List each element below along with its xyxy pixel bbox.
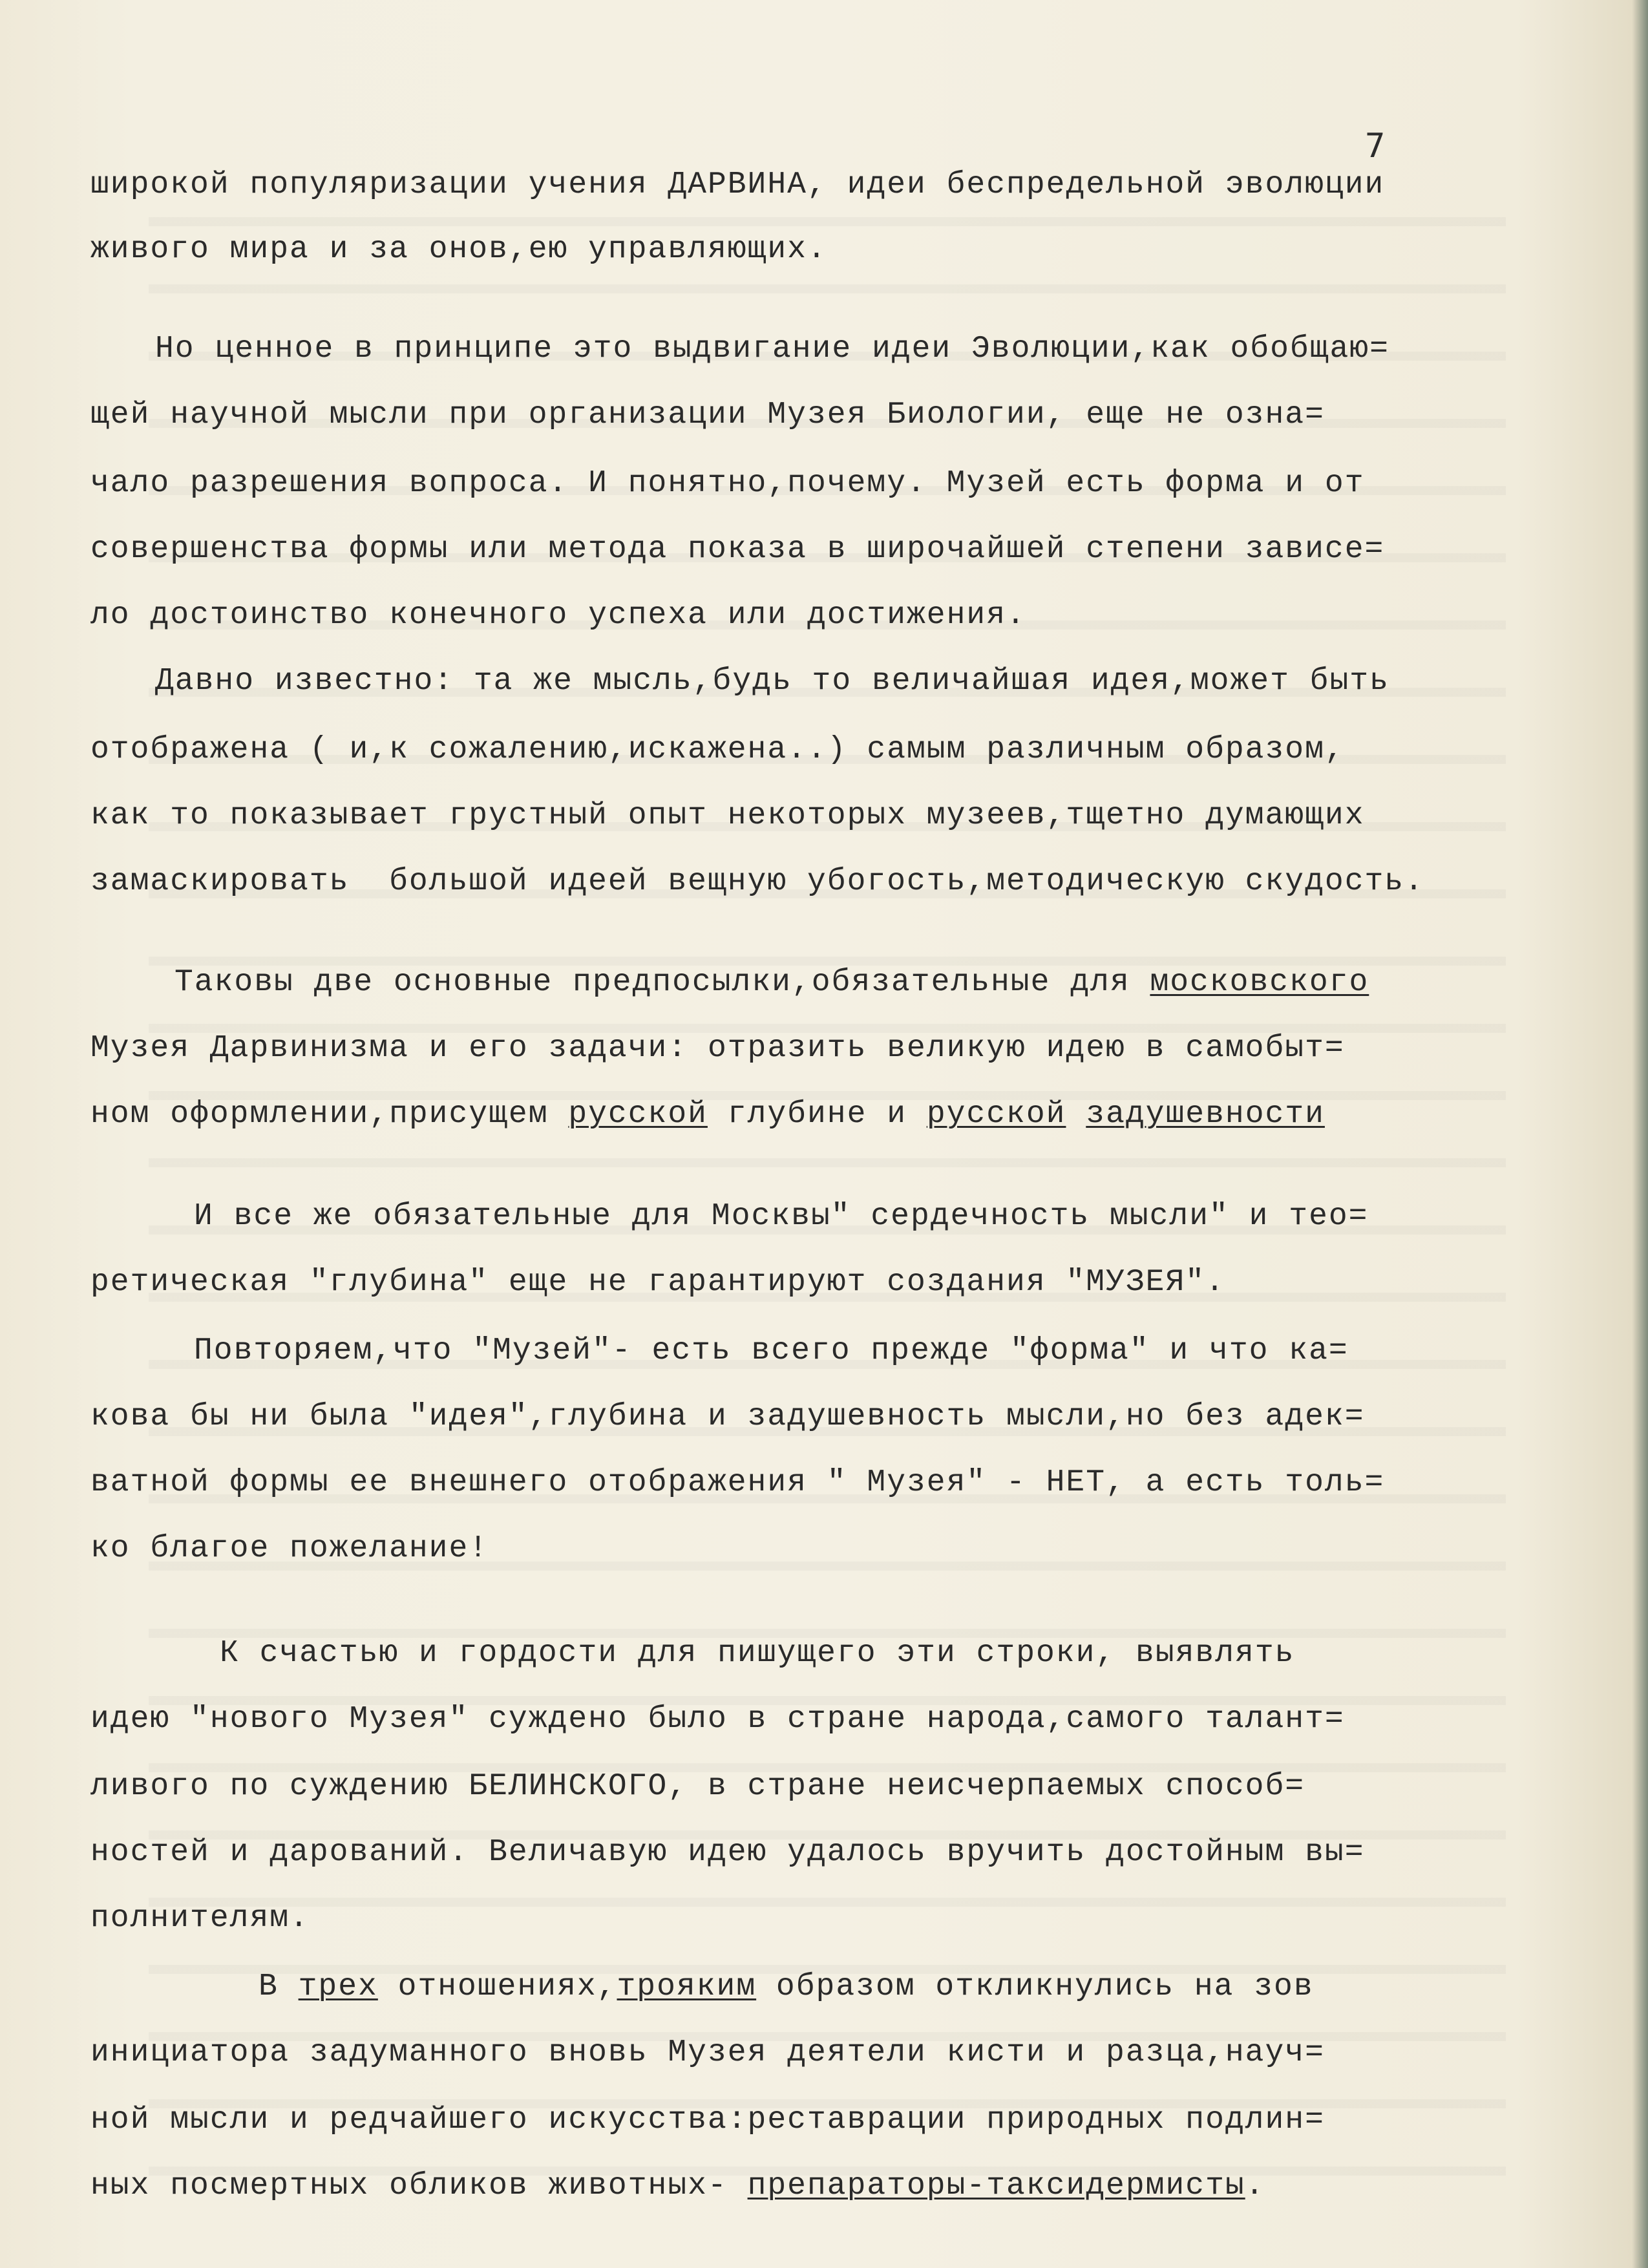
text-segment: В (259, 1969, 299, 2004)
text-segment: . (1245, 2168, 1265, 2203)
text-segment: ко благое пожелание! (90, 1531, 489, 1566)
text-line (259, 1971, 1314, 2002)
text-segment: Давно известно: та же мысль,будь то величайшая идея,может быть (155, 664, 1389, 699)
text-line (90, 399, 1325, 430)
underlined-word: трех (298, 1969, 378, 2004)
text-segment: ностей и дарований. Величавую идею удалось вручить достойным вы= (90, 1835, 1365, 1870)
text-line (194, 1201, 1368, 1232)
text-line (90, 866, 1424, 897)
text-line (90, 800, 1365, 831)
text-segment: Но ценное в принципе это выдвигание идеи Эволюции,как обобщаю= (155, 332, 1389, 366)
text-line (90, 234, 827, 265)
text-segment: как то показывает грустный опыт некоторых музеев,тщетно думающих (90, 798, 1365, 833)
text-segment: замаскировать большой идеей вещную убогость,методическую скудость. (90, 864, 1424, 899)
text-segment: отображена ( и,к сожалению,искажена..) самым различным образом, (90, 732, 1345, 767)
text-line (90, 600, 1026, 631)
text-segment: Музея Дарвинизма и его задачи: отразить великую идею в самобыт= (90, 1031, 1345, 1066)
text-segment: кова бы ни была "идея",глубина и задушевность мысли,но без адек= (90, 1399, 1365, 1434)
text-line (174, 967, 1369, 998)
text-line (90, 1533, 489, 1564)
text-segment: ном оформлении,присущем (90, 1097, 569, 1132)
text-line (155, 666, 1389, 697)
text-segment: ватной формы ее внешнего отображения " Музея" - НЕТ, а есть толь= (90, 1465, 1385, 1500)
underlined-word: трояким (617, 1969, 757, 2004)
underlined-word: московского (1150, 965, 1369, 1000)
text-segment: инициатора задуманного вновь Музея деятели кисти и разца,науч= (90, 2035, 1325, 2070)
text-segment: ной мысли и редчайшего искусства:реставрации природных подлин= (90, 2103, 1325, 2137)
text-line (90, 1267, 1225, 1298)
text-segment: живого мира и за онов,ею управляющих. (90, 232, 827, 267)
text-segment: образом откликнулись на зов (756, 1969, 1314, 2004)
underlined-word: русской (568, 1097, 708, 1132)
text-line (90, 1903, 310, 1934)
text-line (90, 2170, 1265, 2201)
text-segment: ло достоинство конечного успеха или достижения. (90, 598, 1026, 633)
text-line (90, 534, 1384, 565)
underlined-word: русской (926, 1097, 1066, 1132)
text-line (90, 468, 1365, 499)
text-segment: широкой популяризации учения ДАРВИНА, идеи беспредельной эволюции (90, 167, 1385, 202)
text-line (90, 1099, 1325, 1130)
text-segment (1066, 1097, 1086, 1132)
text-line (90, 1033, 1345, 1064)
page-number: 7 (1365, 127, 1386, 165)
text-line (90, 2037, 1325, 2068)
text-line (90, 734, 1345, 765)
text-segment: ретическая "глубина" еще не гарантируют создания "МУЗЕЯ". (90, 1265, 1225, 1300)
text-line (90, 1467, 1384, 1498)
text-segment: идею "нового Музея" суждено было в стране народа,самого талант= (90, 1702, 1345, 1737)
text-segment: чало разрешения вопроса. И понятно,почему. Музей есть форма и от (90, 466, 1365, 501)
text-line (90, 1704, 1345, 1735)
text-line (220, 1638, 1294, 1669)
text-line (90, 169, 1384, 200)
text-segment: К счастью и гордости для пишущего эти строки, выявлять (220, 1636, 1295, 1671)
text-segment: щей научной мысли при организации Музея Биологии, еще не озна= (90, 397, 1325, 432)
text-segment: глубине и (707, 1097, 927, 1132)
underlined-word: задушевности (1086, 1097, 1325, 1132)
text-line (90, 1771, 1305, 1802)
text-segment: совершенства формы или метода показа в широчайшей степени зависе= (90, 532, 1385, 567)
text-line (90, 1401, 1365, 1432)
text-segment: отношениях, (377, 1969, 617, 2004)
text-segment: И все же обязательные для Москвы" сердечность мысли" и тео= (194, 1199, 1369, 1234)
text-segment: ливого по суждению БЕЛИНСКОГО, в стране неисчерпаемых способ= (90, 1769, 1305, 1804)
text-line (90, 1837, 1365, 1868)
text-segment: ных посмертных обликов животных- (90, 2168, 748, 2203)
text-line (90, 2104, 1325, 2136)
underlined-word: препараторы-таксидермисты (747, 2168, 1245, 2203)
text-segment: полнителям. (90, 1901, 310, 1936)
text-line (155, 334, 1389, 365)
text-segment: Таковы две основные предпосылки,обязательные для (174, 965, 1150, 1000)
text-line (194, 1335, 1349, 1366)
text-segment: Повторяем,что "Музей"- есть всего прежде "форма" и что ка= (194, 1333, 1349, 1368)
